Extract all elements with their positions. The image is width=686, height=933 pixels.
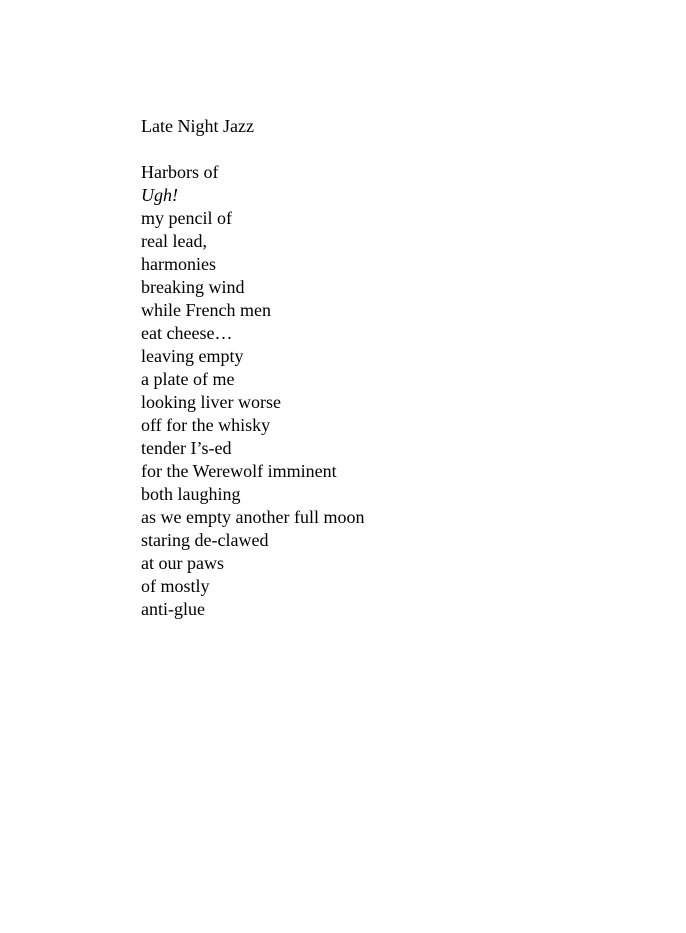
poem-line: while French men [141, 300, 271, 320]
poem-line: Harbors of [141, 162, 219, 182]
poem-line: at our paws [141, 553, 224, 573]
poem-line: anti-glue [141, 599, 205, 619]
poem-line: breaking wind [141, 277, 245, 297]
poem-line: as we empty another full moon [141, 507, 365, 527]
poem-line: both laughing [141, 484, 241, 504]
poem-title: Late Night Jazz [141, 116, 254, 136]
poem-line: staring de-clawed [141, 530, 269, 550]
poem-line: off for the whisky [141, 415, 271, 435]
poem-line: for the Werewolf imminent [141, 461, 337, 481]
poem [141, 115, 364, 621]
poem-line: tender I’s-ed [141, 438, 232, 458]
poem-line: of mostly [141, 576, 210, 596]
poem-line: a plate of me [141, 369, 235, 389]
poem-line: eat cheese… [141, 323, 233, 343]
poem-line: my pencil of [141, 208, 232, 228]
poem-line: real lead, [141, 231, 207, 251]
poem-line: harmonies [141, 254, 216, 274]
poem-line: looking liver worse [141, 392, 281, 412]
poem-line: Ugh! [141, 185, 178, 205]
poem-line: leaving empty [141, 346, 244, 366]
poem-body [141, 161, 364, 621]
